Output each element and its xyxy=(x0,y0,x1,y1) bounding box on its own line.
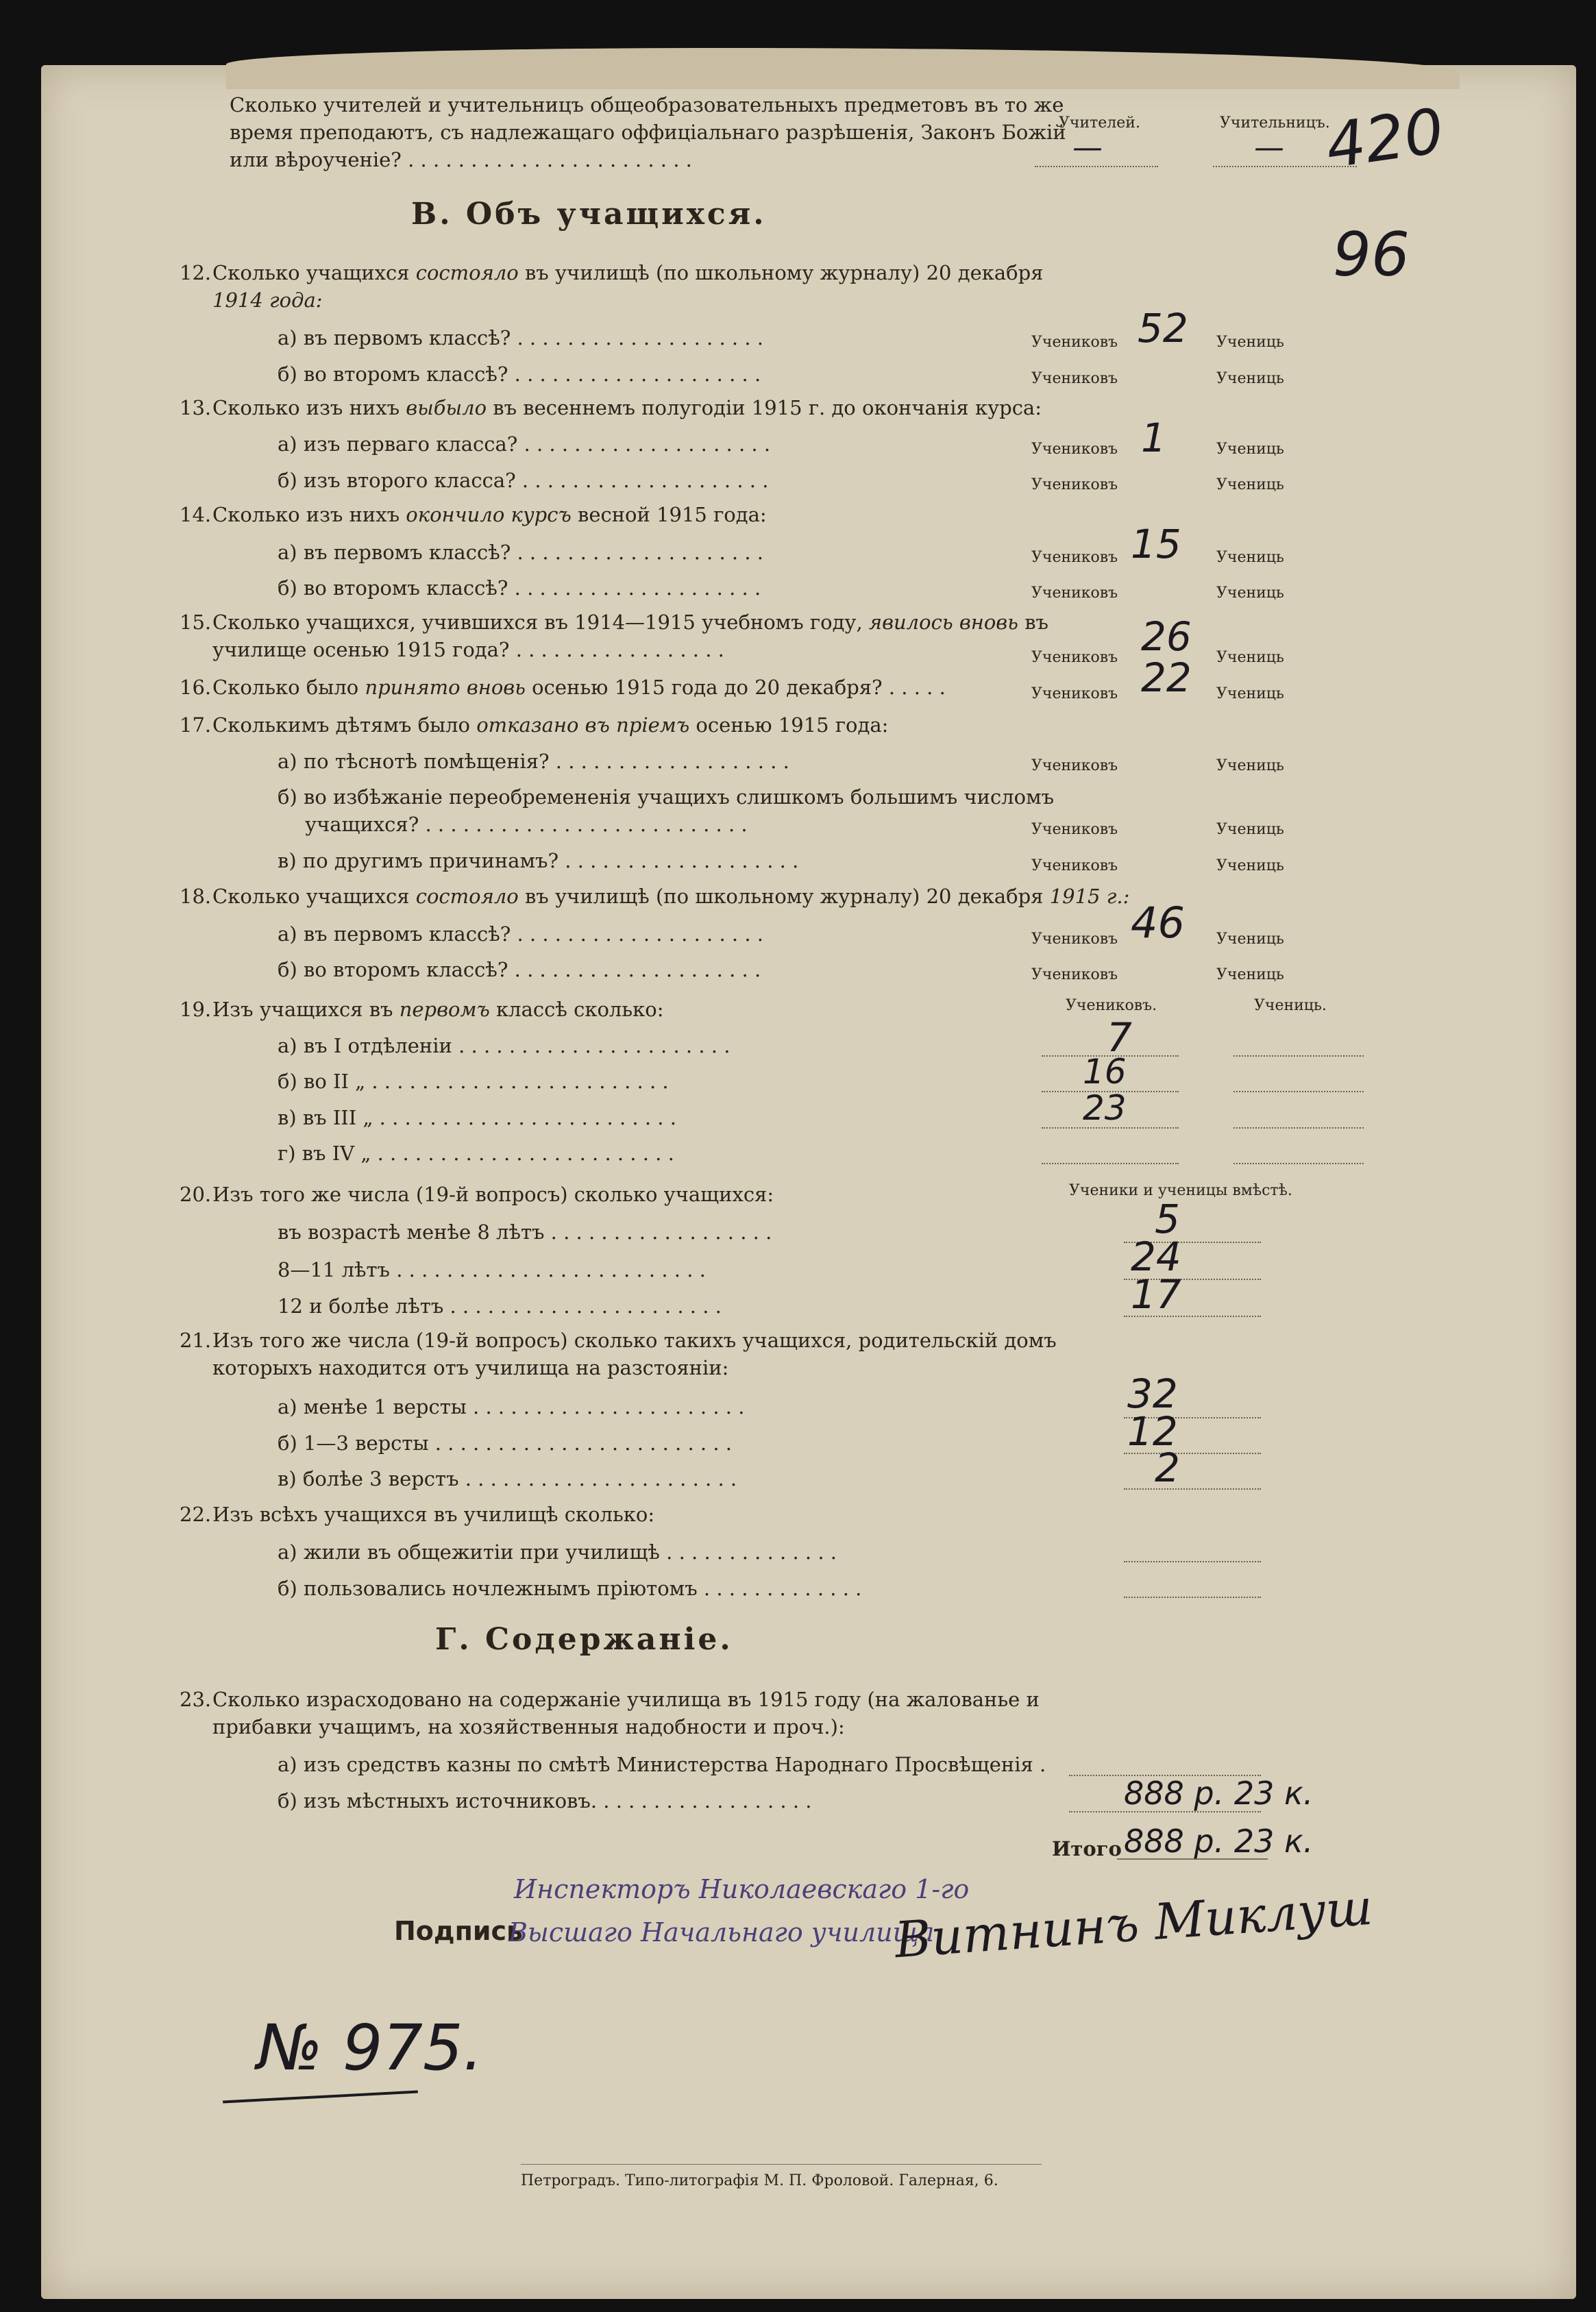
top-question-line2: время преподаютъ, съ надлежащаго оффиціальнаго разрѣшенія, Законъ Божій xyxy=(230,121,1066,144)
printer-footer: Петроградъ. Типо-литографія М. П. Фроловой. Галерная, 6. xyxy=(521,2172,998,2189)
label-students-f: Учениць xyxy=(1216,857,1284,874)
answer-line xyxy=(1124,1561,1261,1562)
corner-number-1: 420 xyxy=(1321,95,1449,183)
q15-number: 15. xyxy=(180,611,212,634)
q19-col-m: Учениковъ. xyxy=(1066,997,1157,1014)
q18-a-value: 46 xyxy=(1131,898,1185,948)
col-teachers-f: Учительницъ. xyxy=(1220,114,1330,132)
q21-c: в) болѣе 3 верстъ . . . . . . . . . . . . . . . . . . . . . . xyxy=(278,1467,737,1490)
q20-line1: Изъ того же числа (19-й вопросъ) сколько учащихся: xyxy=(212,1183,774,1206)
q21-a: а) менѣе 1 версты . . . . . . . . . . . . . . . . . . . . . . xyxy=(278,1395,745,1418)
q19-d: г) въ IV „ . . . . . . . . . . . . . . . . . . . . . . . . xyxy=(278,1142,674,1165)
answer-line xyxy=(1233,1127,1364,1129)
q18-b: б) во второмъ классѣ? . . . . . . . . . . . . . . . . . . . . xyxy=(278,958,761,981)
label-students-f: Учениць xyxy=(1216,476,1284,493)
label-students-f: Учениць xyxy=(1216,585,1284,602)
q17-line1: Сколькимъ дѣтямъ было отказано въ пріемъ осенью 1915 года: xyxy=(212,713,889,737)
q20-b-value: 24 xyxy=(1131,1233,1181,1280)
q19-col-f: Учениць. xyxy=(1254,997,1327,1014)
q13-number: 13. xyxy=(180,396,212,419)
answer-teachers-m: — xyxy=(1072,130,1103,165)
answer-line xyxy=(1233,1055,1364,1057)
q20-a-value: 5 xyxy=(1155,1196,1180,1242)
handwritten-signature: Витнинъ Миклуш xyxy=(892,1878,1375,1969)
col-teachers-m: Учителей. xyxy=(1059,114,1140,132)
q12-a-value: 52 xyxy=(1138,305,1188,352)
q20-col: Ученики и ученицы вмѣстѣ. xyxy=(1069,1182,1292,1199)
q23-total-value: 888 р. 23 к. xyxy=(1124,1823,1314,1860)
q19-b-value: 16 xyxy=(1083,1052,1127,1092)
label-students-m: Учениковъ xyxy=(1031,476,1118,493)
q23-number: 23. xyxy=(180,1688,212,1711)
q23-line1: Сколько израсходовано на содержаніе училища въ 1915 году (на жалованье и xyxy=(212,1688,1040,1711)
q20-b: 8—11 лѣтъ . . . . . . . . . . . . . . . . . . . . . . . . . xyxy=(278,1258,706,1281)
top-question-line3: или вѣроученіе? . . . . . . . . . . . . . . . . . . . . . . . xyxy=(230,148,692,171)
q14-b: б) во второмъ классѣ? . . . . . . . . . . . . . . . . . . . . xyxy=(278,576,761,600)
q21-line2: которыхъ находится отъ училища на разстояніи: xyxy=(212,1356,729,1379)
q13-a-value: 1 xyxy=(1141,415,1166,461)
q14-number: 14. xyxy=(180,503,212,526)
q23-a: а) изъ средствъ казны по смѣтѣ Министерства Народнаго Просвѣщенія . xyxy=(278,1753,1046,1776)
answer-line xyxy=(1233,1163,1364,1164)
label-students-f: Учениць xyxy=(1216,334,1284,351)
torn-edge xyxy=(226,48,1460,89)
q21-b: б) 1—3 версты . . . . . . . . . . . . . . . . . . . . . . . . xyxy=(278,1431,733,1455)
answer-line xyxy=(1035,166,1158,167)
q21-b-value: 12 xyxy=(1127,1408,1178,1455)
answer-line xyxy=(1124,1488,1261,1490)
label-students-m: Учениковъ xyxy=(1031,334,1118,351)
document-number: № 975. xyxy=(257,2011,483,2085)
q17-c: в) по другимъ причинамъ? . . . . . . . . . . . . . . . . . . . xyxy=(278,849,799,872)
section-v-heading: В. Объ учащихся. xyxy=(411,197,767,232)
q21-number: 21. xyxy=(180,1329,212,1352)
label-students-f: Учениць xyxy=(1216,931,1284,948)
q20-number: 20. xyxy=(180,1183,212,1206)
label-students-m: Учениковъ xyxy=(1031,966,1118,983)
q23-b-value: 888 р. 23 к. xyxy=(1124,1775,1314,1812)
stamp-line1: Инспекторъ Николаевскаго 1-го xyxy=(514,1874,970,1904)
q12-a: а) въ первомъ классѣ? . . . . . . . . . . . . . . . . . . . . xyxy=(278,326,763,349)
q21-line1: Изъ того же числа (19-й вопросъ) сколько такихъ учащихся, родительскій домъ xyxy=(212,1329,1057,1352)
q19-a: а) въ I отдѣленіи . . . . . . . . . . . . . . . . . . . . . . xyxy=(278,1034,731,1057)
q16-value: 22 xyxy=(1141,654,1192,701)
answer-line xyxy=(1124,1597,1261,1598)
q15-value: 26 xyxy=(1141,613,1192,660)
label-students-m: Учениковъ xyxy=(1031,931,1118,948)
label-students-m: Учениковъ xyxy=(1031,685,1118,702)
q13-a: а) изъ перваго класса? . . . . . . . . . . . . . . . . . . . . xyxy=(278,432,771,456)
q19-line1: Изъ учащихся въ первомъ классѣ сколько: xyxy=(212,998,664,1021)
q18-number: 18. xyxy=(180,885,212,908)
q14-a: а) въ первомъ классѣ? . . . . . . . . . . . . . . . . . . . . xyxy=(278,541,763,564)
label-students-f: Учениць xyxy=(1216,757,1284,774)
q12-number: 12. xyxy=(180,261,212,284)
section-g-heading: Г. Содержаніе. xyxy=(435,1622,733,1657)
q20-c-value: 17 xyxy=(1131,1271,1181,1318)
q16-line1: Сколько было принято вновь осенью 1915 года до 20 декабря? . . . . . xyxy=(212,676,946,699)
q23-total-label: Итого xyxy=(1052,1837,1122,1860)
q13-line1: Сколько изъ нихъ выбыло въ весеннемъ полугодіи 1915 г. до окончанія курса: xyxy=(212,396,1042,419)
label-students-f: Учениць xyxy=(1216,370,1284,387)
footer-rule xyxy=(521,2164,1042,2165)
q20-c: 12 и болѣе лѣтъ . . . . . . . . . . . . . . . . . . . . . . xyxy=(278,1294,722,1318)
signature-label: Подпись xyxy=(394,1916,524,1946)
q12-b: б) во второмъ классѣ? . . . . . . . . . . . . . . . . . . . . xyxy=(278,362,761,386)
q17-a: а) по тѣснотѣ помѣщенія? . . . . . . . . . . . . . . . . . . . xyxy=(278,750,789,773)
q16-number: 16. xyxy=(180,676,212,699)
q19-c-value: 23 xyxy=(1083,1088,1127,1128)
corner-number-2: 96 xyxy=(1333,219,1410,290)
q12-line1: Сколько учащихся состояло въ училищѣ (по школьному журналу) 20 декабря xyxy=(212,261,1044,284)
q19-a-value: 7 xyxy=(1107,1014,1132,1061)
q20-a: въ возрастѣ менѣе 8 лѣтъ . . . . . . . . . . . . . . . . . . xyxy=(278,1220,772,1244)
label-students-m: Учениковъ xyxy=(1031,821,1118,838)
q12-year: 1914 года: xyxy=(212,288,323,312)
label-students-m: Учениковъ xyxy=(1031,757,1118,774)
label-students-f: Учениць xyxy=(1216,649,1284,666)
label-students-f: Учениць xyxy=(1216,821,1284,838)
q19-c: в) въ III „ . . . . . . . . . . . . . . . . . . . . . . . . xyxy=(278,1106,676,1129)
label-students-f: Учениць xyxy=(1216,685,1284,702)
label-students-m: Учениковъ xyxy=(1031,441,1118,458)
label-students-m: Учениковъ xyxy=(1031,549,1118,566)
q21-c-value: 2 xyxy=(1155,1444,1180,1491)
stamp-line2: Высшаго Начальнаго училища xyxy=(508,1917,935,1947)
q19-b: б) во II „ . . . . . . . . . . . . . . . . . . . . . . . . xyxy=(278,1070,669,1093)
q14-line1: Сколько изъ нихъ окончило курсъ весной 1915 года: xyxy=(212,503,767,526)
q17-number: 17. xyxy=(180,713,212,737)
q15-line2: училище осенью 1915 года? . . . . . . . . . . . . . . . . . xyxy=(212,638,724,661)
label-students-f: Учениць xyxy=(1216,549,1284,566)
label-students-m: Учениковъ xyxy=(1031,585,1118,602)
q18-a: а) въ первомъ классѣ? . . . . . . . . . . . . . . . . . . . . xyxy=(278,922,763,946)
label-students-f: Учениць xyxy=(1216,441,1284,458)
q13-b: б) изъ второго класса? . . . . . . . . . . . . . . . . . . . . xyxy=(278,469,769,492)
q22-b: б) пользовались ночлежнымъ пріютомъ . . . . . . . . . . . . . xyxy=(278,1577,862,1600)
q17-b-line2: учащихся? . . . . . . . . . . . . . . . . . . . . . . . . . . xyxy=(305,813,748,836)
label-students-m: Учениковъ xyxy=(1031,857,1118,874)
q22-line1: Изъ всѣхъ учащихся въ училищѣ сколько: xyxy=(212,1503,655,1526)
label-students-m: Учениковъ xyxy=(1031,370,1118,387)
q21-a-value: 32 xyxy=(1127,1370,1178,1417)
answer-line xyxy=(1233,1091,1364,1092)
q15-line1: Сколько учащихся, учившихся въ 1914—1915 учебномъ году, явилось вновь въ xyxy=(212,611,1048,634)
q22-number: 22. xyxy=(180,1503,212,1526)
answer-teachers-f: — xyxy=(1254,130,1284,165)
top-question-line1: Сколько учителей и учительницъ общеобразовательныхъ предметовъ въ то же xyxy=(230,93,1064,116)
q18-line1: Сколько учащихся состояло въ училищѣ (по школьному журналу) 20 декабря 1915 г.: xyxy=(212,885,1130,908)
q22-a: а) жили въ общежитіи при училищѣ . . . . . . . . . . . . . . xyxy=(278,1540,837,1564)
label-students-f: Учениць xyxy=(1216,966,1284,983)
q19-number: 19. xyxy=(180,998,212,1021)
label-students-m: Учениковъ xyxy=(1031,649,1118,666)
q14-a-value: 15 xyxy=(1131,521,1181,567)
q23-b: б) изъ мѣстныхъ источниковъ. . . . . . . . . . . . . . . . . . xyxy=(278,1789,812,1812)
answer-line xyxy=(1042,1163,1179,1164)
q17-b-line1: б) во избѣжаніе переобремененія учащихъ слишкомъ большимъ числомъ xyxy=(278,785,1055,809)
q23-line2: прибавки учащимъ, на хозяйственныя надобности и проч.): xyxy=(212,1715,845,1738)
